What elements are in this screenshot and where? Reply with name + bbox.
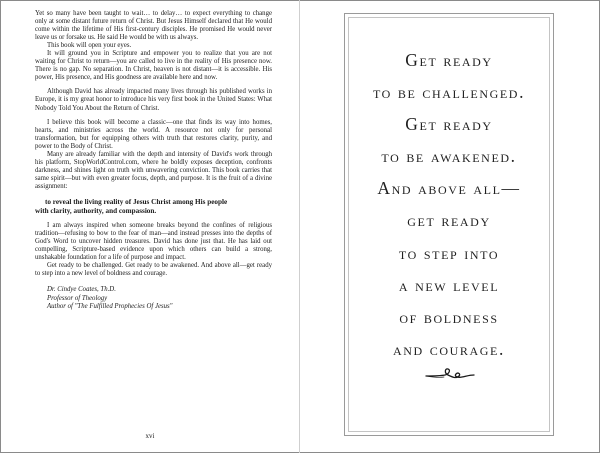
paragraph: Although David has already impacted many lives through his published works in Europe, it is my great honor to introduce his very first book in the United States: What Nobody Told You About the Return of Christ. <box>35 88 272 112</box>
signature-author: Author of "The Fulfilled Prophecies Of Jesus" <box>47 303 173 311</box>
text-line: get ready <box>407 210 491 231</box>
book-spine <box>299 0 300 453</box>
text-line: to be challenged. <box>372 82 526 103</box>
left-page <box>35 10 272 312</box>
signature-title: Professor of Theology <box>47 294 108 302</box>
flourish-ornament-icon <box>424 367 476 383</box>
signature-name: Dr. Cindye Coates, Th.D. <box>47 286 116 294</box>
paragraph: Many are already familiar with the depth and intensity of David's work through his platform, StopWorldControl.com, where he boldly exposes deception, confronts darkness, and shines light on truth with unwavering conviction. This book carries that same spirit—but with even greater focus, depth, and purpose. It is the fruit of a divine assignment: <box>35 150 272 190</box>
quote-line: with clarity, authority, and compassion. <box>35 206 157 215</box>
signature-block <box>35 286 272 311</box>
paragraph: Get ready to be challenged. Get ready to be awakened. And above all—get ready to step into a new level of boldness and courage. <box>35 262 272 278</box>
right-page-framed-box <box>344 13 554 436</box>
text-line: Get ready <box>405 50 493 70</box>
text-line: to step into <box>398 242 500 263</box>
text-line: Get ready <box>405 114 493 135</box>
text-line: and courage. <box>393 338 505 359</box>
text-line: a new level <box>398 274 500 295</box>
emphasized-quote <box>35 198 272 216</box>
paragraph: I am always inspired when someone breaks beyond the confines of religious tradition—refusing to bow to the fear of man—and instead presses into the depths of God's Word to uncover hidden treasures. David has done just that. He has laid out compelling, Scripture-based evidence upon which others can build a strong, unshakable foundation for a life of purpose and impact. <box>35 221 272 262</box>
paragraph: This book will open your eyes. <box>47 42 132 50</box>
paragraph: Yet so many have been taught to wait… to delay… to expect everything to change only at some distant future return of Christ. But Jesus Himself declared that He would come within the lifetime of His first-century disciples. He promised He would never leave us or forsake us. He said He would be with us always. <box>35 10 272 42</box>
page-number: xvi <box>145 432 155 440</box>
text-line: of boldness <box>399 306 499 327</box>
text-line: And above all— <box>377 178 521 199</box>
paragraph: It will ground you in Scripture and empower you to realize that you are not waiting for Christ to return—you are called to live in the reality of His presence now. There is no gap. No separation. In Christ, heaven is not distant—it is accessible. His power, His presence, and His goodness are available here and now. <box>35 50 272 82</box>
paragraph: I believe this book will become a classic—one that finds its way into homes, hearts, and ministries across the world. A resource not only for personal transformation, but for equipping others with truth that restores clarity, purity, and power to the Body of Christ. <box>35 118 272 150</box>
quote-line: to reveal the living reality of Jesus Christ among His people <box>45 197 228 206</box>
text-line: to be awakened. <box>381 146 517 167</box>
right-page-text <box>345 44 553 365</box>
